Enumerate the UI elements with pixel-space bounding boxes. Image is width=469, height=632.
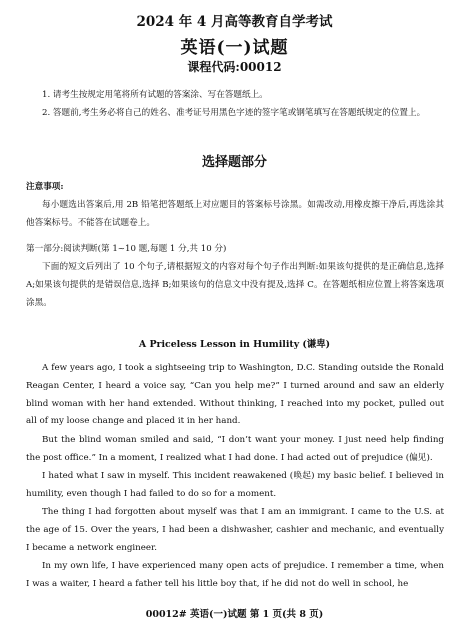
passage-paragraph: I hated what I saw in myself. This incident reawakened (唤起) my basic belief. I believed in humility, even though I had failed to do so for a moment. (26, 471, 444, 499)
passage-paragraph: In my own life, I have experienced many open acts of prejudice. I remember a time, when I was a waiter, I heard a father tell his little boy that, if he did not do well in school, he (26, 561, 444, 589)
page-footer: 00012# 英语(一)试题 第 1 页(共 8 页) (145, 609, 324, 620)
instruction-1: 1. 请考生按规定用笔将所有试题的答案涂、写在答题纸上。 (42, 90, 268, 100)
instruction-2: 2. 答题前,考生务必将自己的姓名、准考证号用黑色字迹的签字笔或钢笔填写在答题纸规定的位置上。 (42, 108, 426, 118)
passage-paragraph: The thing I had forgotten about myself was that I am an immigrant. I came to the U.S. at the age of 15. Over the years, I had been a dishwasher, cashier and mechanic, and eventually I became a network engineer. (26, 507, 444, 553)
section-title: 选择题部分 (201, 155, 267, 170)
notes-text: 每小题选出答案后,用 2B 铅笔把答题纸上对应题目的答案标号涂黑。如需改动,用橡皮擦干净后,再选涂其他答案标号。不能答在试题卷上。 (26, 200, 444, 228)
passage-paragraph: A few years ago, I took a sightseeing trip to Washington, D.C. Standing outside the Ronald Reagan Center, I heard a voice say, “Can you help me?” I turned around and saw an elderly blind woman with her hand extended. Without thinking, I reached into my pocket, pulled out all of my loose change and placed it in her hand. (26, 363, 444, 427)
course-code: 课程代码:00012 (187, 60, 282, 74)
passage-title: A Priceless Lesson in Humility (谦卑) (138, 339, 331, 350)
part-one-instruction: 下面的短文后列出了 10 个句子,请根据短文的内容对每个句子作出判断:如果该句提供的是正确信息,选择 A;如果该句提供的是错误信息,选择 B;如果该句的信息文中没有提及,选择 C。在答题纸相应位置上将答案选项涂黑。 (26, 262, 444, 308)
subject-title: 英语(一)试题 (180, 38, 289, 58)
notes-label: 注意事项: (26, 182, 64, 192)
part-one-header: 第一部分:阅读判断(第 1~10 题,每题 1 分,共 10 分) (26, 244, 227, 254)
passage-paragraph: But the blind woman smiled and said, “I don’t want your money. I just need help finding the post office.” In a moment, I realized what I had done. I had acted out of prejudice (偏见). (26, 435, 444, 463)
exam-title: 2024 年 4 月高等教育自学考试 (136, 14, 333, 30)
